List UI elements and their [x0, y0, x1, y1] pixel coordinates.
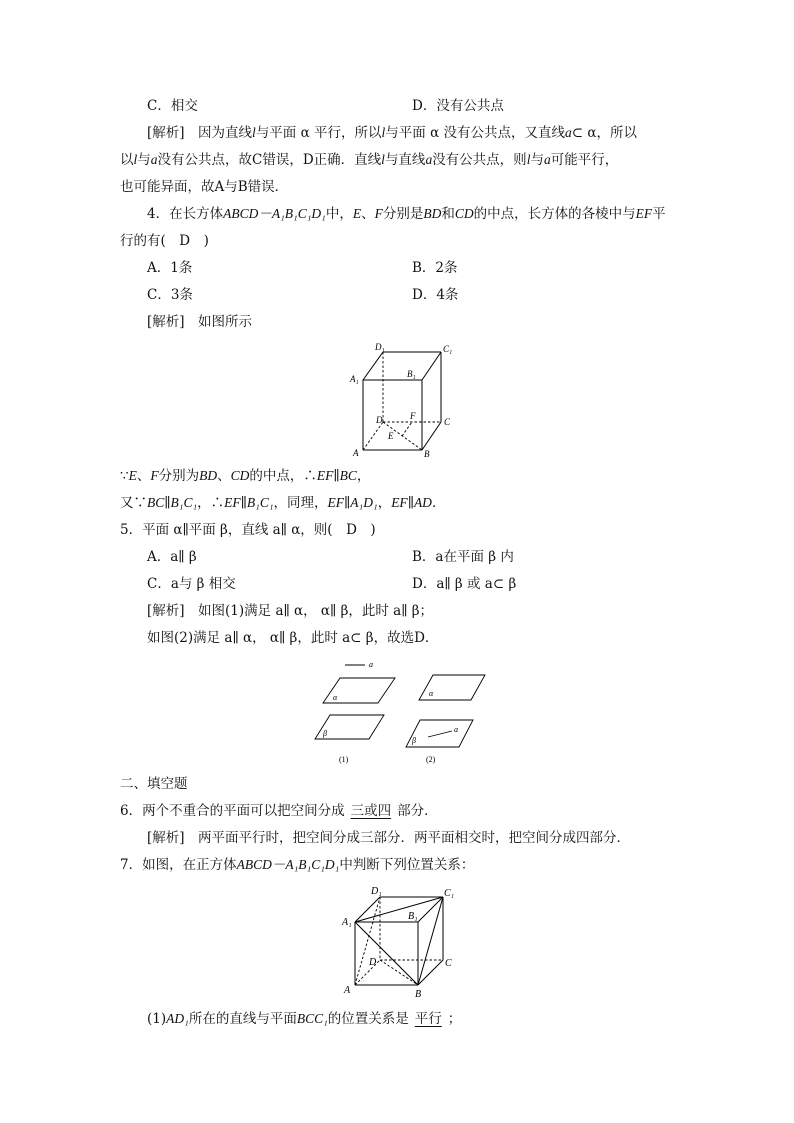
q6-stem: 6．两个不重合的平面可以把空间分成 三或四 部分．: [120, 803, 438, 819]
q4-option-a: A．1条: [147, 260, 193, 276]
q7-cube-figure: [340, 882, 460, 1002]
fig1-caption: (1): [339, 755, 349, 764]
fig2-plane-beta: [406, 720, 473, 747]
label-a: A: [353, 448, 359, 458]
label-d: D: [376, 415, 383, 425]
label-a1: A₁: [342, 917, 352, 928]
q3-analysis-line2: 以l与a没有公共点，故C错误，D正确．直线l与直线a没有公共点，则l与a可能平行，: [120, 152, 619, 168]
label-c: C: [445, 958, 452, 969]
diag-db: [380, 960, 418, 985]
q3-analysis-line3: 也可能异面，故A与B错误．: [120, 179, 289, 195]
q4-because-line: ∵E、F分别为BD、CD的中点，∴EF∥BC，: [120, 468, 371, 484]
q7-sub1: (1)AD₁所在的直线与平面BCC₁的位置关系是 平行 ；: [147, 1011, 462, 1027]
fig2-label-beta: β: [412, 736, 416, 745]
label-d1: D₁: [371, 886, 382, 897]
q5-option-b: B．a在平面 β 内: [412, 549, 514, 565]
fig1-label-a: a: [369, 660, 373, 669]
segment-ef: [402, 422, 412, 436]
q5-analysis-line1: [解析] 如图(1)满足 a∥ α， α∥ β，此时 a∥ β；: [147, 603, 434, 619]
label-f: F: [410, 411, 416, 421]
fig2-label-a: a: [454, 725, 458, 734]
q3-option-c: C．相交: [147, 98, 198, 114]
label-b: B: [424, 449, 430, 459]
label-d: D: [369, 957, 377, 968]
edge-bc: [422, 422, 441, 450]
fig2-caption: (2): [426, 755, 436, 764]
label-d1: D₁: [375, 342, 385, 352]
fig1-label-alpha: α: [333, 693, 338, 702]
label-b1: B₁: [408, 911, 418, 922]
q3-option-d: D．没有公共点: [412, 98, 504, 114]
label-e: E: [388, 431, 394, 441]
diag-a1b: [355, 922, 418, 985]
q7-stem: 7．如图，在正方体ABCD－A₁B₁C₁D₁中判断下列位置关系：: [120, 857, 475, 873]
label-c1: C₁: [444, 888, 455, 899]
q4-option-b: B．2条: [412, 260, 458, 276]
label-c1: C₁: [443, 344, 453, 354]
q4-also-line: 又∵BC∥B₁C₁，∴EF∥B₁C₁，同理，EF∥A₁D₁，EF∥AD．: [120, 495, 446, 511]
q6-analysis: [解析] 两平面平行时，把空间分成三部分．两平面相交时，把空间分成四部分．: [147, 830, 631, 846]
label-a: A: [344, 985, 351, 996]
fig2-label-alpha: α: [429, 689, 434, 698]
q4-option-d: D．4条: [412, 287, 459, 303]
q5-planes-figure: [305, 655, 495, 767]
q4-stem-line1: 4．在长方体ABCD－A₁B₁C₁D₁中，E、F分别是BD和CD的中点，长方体的各棱中与EF平: [147, 206, 666, 222]
q4-cuboid-figure: [345, 340, 453, 462]
q7-sub1-answer: 平行: [414, 1011, 442, 1027]
q5-option-a: A．a∥ β: [147, 549, 197, 565]
edge-ad: [363, 422, 383, 450]
q6-answer: 三或四: [350, 803, 392, 819]
q5-stem: 5．平面 α∥平面 β，直线 a∥ α，则( D ): [120, 522, 376, 538]
label-b1: B₁: [407, 369, 416, 379]
section-title-fill-in: 二、填空题: [120, 776, 188, 792]
q5-option-d: D．a∥ β 或 a⊂ β: [412, 576, 517, 592]
fig1-label-beta: β: [323, 729, 327, 738]
label-a1: A₁: [350, 374, 359, 384]
q4-option-c: C．3条: [147, 287, 193, 303]
q4-analysis: [解析] 如图所示: [147, 314, 253, 330]
label-c: C: [444, 417, 451, 427]
edge-ad: [355, 960, 380, 985]
edge-b1c1: [422, 352, 441, 380]
fig2-line-a: [428, 731, 452, 737]
edge-a1d1: [363, 352, 383, 380]
q4-stem-line2: 行的有( D ): [120, 233, 209, 249]
label-b: B: [415, 989, 422, 1000]
q5-analysis-line2: 如图(2)满足 a∥ α， α∥ β，此时 a⊂ β，故选D．: [147, 630, 439, 646]
q5-option-c: C．a与 β 相交: [147, 576, 236, 592]
q3-analysis-line1: [解析] 因为直线l与平面 α 平行，所以l与平面 α 没有公共点，又直线a⊂ α，所以: [147, 125, 637, 141]
